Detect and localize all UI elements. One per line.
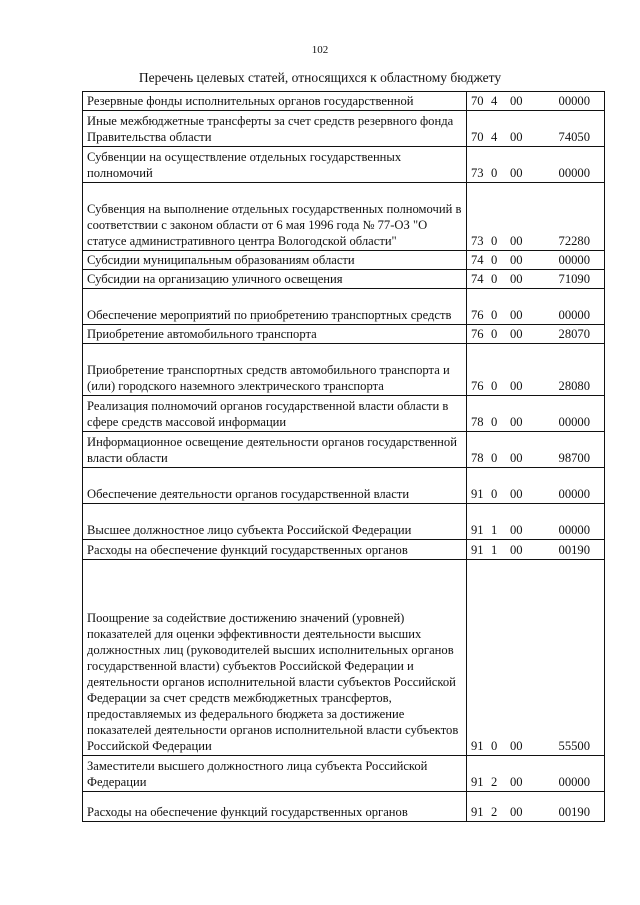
code-part-c4: 00000 xyxy=(558,308,590,322)
code-part-c2: 4 xyxy=(491,94,498,108)
table-row xyxy=(83,468,605,504)
table-row xyxy=(83,251,605,270)
article-code xyxy=(467,92,605,111)
page-number: 102 xyxy=(311,44,329,56)
code-part-c1: 91 xyxy=(471,543,484,557)
code-part-c2: 0 xyxy=(491,327,498,341)
article-code xyxy=(467,111,605,147)
table-row xyxy=(83,183,605,251)
code-part-c2: 0 xyxy=(491,451,498,465)
code-part-c3: 00 xyxy=(510,327,523,341)
code-part-c2: 0 xyxy=(491,253,498,267)
table-row xyxy=(83,270,605,289)
article-code xyxy=(467,270,605,289)
article-name: Информационное освещение деятельности органов государственной власти области xyxy=(83,432,467,468)
code-part-c4: 28070 xyxy=(558,327,590,341)
article-name: Иные межбюджетные трансферты за счет средств резервного фонда Правительства области xyxy=(83,111,467,147)
article-code xyxy=(467,251,605,270)
table-row xyxy=(83,756,605,792)
code-part-c3: 00 xyxy=(510,451,523,465)
table-row xyxy=(83,92,605,111)
table-row xyxy=(83,540,605,560)
article-code xyxy=(467,344,605,396)
article-name: Резервные фонды исполнительных органов государственной xyxy=(83,92,467,111)
code-part-c1: 91 xyxy=(471,523,484,537)
code-part-c2: 0 xyxy=(491,379,498,393)
code-part-c1: 70 xyxy=(471,94,484,108)
article-code xyxy=(467,147,605,183)
article-code xyxy=(467,560,605,756)
code-part-c4: 28080 xyxy=(558,379,590,393)
article-code xyxy=(467,183,605,251)
code-part-c1: 78 xyxy=(471,451,484,465)
code-part-c2: 0 xyxy=(491,739,498,753)
code-part-c1: 91 xyxy=(471,739,484,753)
article-code xyxy=(467,756,605,792)
table-row xyxy=(83,792,605,822)
article-code xyxy=(467,432,605,468)
table-row xyxy=(83,504,605,540)
code-part-c2: 4 xyxy=(491,130,498,144)
code-part-c3: 00 xyxy=(510,775,523,789)
code-part-c2: 0 xyxy=(491,234,498,248)
code-part-c1: 74 xyxy=(471,253,484,267)
code-part-c4: 00190 xyxy=(558,543,590,557)
code-part-c3: 00 xyxy=(510,543,523,557)
code-part-c1: 91 xyxy=(471,775,484,789)
article-code xyxy=(467,289,605,325)
code-part-c1: 78 xyxy=(471,415,484,429)
article-code xyxy=(467,792,605,822)
article-name: Обеспечение деятельности органов государственной власти xyxy=(83,468,467,504)
article-name: Субсидии муниципальным образованиям области xyxy=(83,251,467,270)
table-row xyxy=(83,560,605,756)
code-part-c4: 55500 xyxy=(558,739,590,753)
table-row xyxy=(83,289,605,325)
code-part-c3: 00 xyxy=(510,805,523,819)
code-part-c3: 00 xyxy=(510,487,523,501)
code-part-c2: 1 xyxy=(491,543,498,557)
code-part-c2: 0 xyxy=(491,272,498,286)
code-part-c4: 72280 xyxy=(558,234,590,248)
table-row xyxy=(83,325,605,344)
article-name: Реализация полномочий органов государственной власти области в сфере средств массовой информации xyxy=(83,396,467,432)
code-part-c1: 76 xyxy=(471,379,484,393)
article-name: Субсидии на организацию уличного освещения xyxy=(83,270,467,289)
article-code xyxy=(467,504,605,540)
code-part-c2: 2 xyxy=(491,805,498,819)
article-name: Высшее должностное лицо субъекта Российской Федерации xyxy=(83,504,467,540)
article-name: Приобретение транспортных средств автомобильного транспорта и (или) городского наземного электрического транспорта xyxy=(83,344,467,396)
article-name: Расходы на обеспечение функций государственных органов xyxy=(83,792,467,822)
code-part-c3: 00 xyxy=(510,272,523,286)
code-part-c4: 00190 xyxy=(558,805,590,819)
code-part-c3: 00 xyxy=(510,308,523,322)
code-part-c1: 91 xyxy=(471,487,484,501)
code-part-c3: 00 xyxy=(510,166,523,180)
code-part-c4: 00000 xyxy=(558,253,590,267)
article-code xyxy=(467,396,605,432)
table-row xyxy=(83,344,605,396)
article-code xyxy=(467,468,605,504)
article-name: Приобретение автомобильного транспорта xyxy=(83,325,467,344)
code-part-c3: 00 xyxy=(510,130,523,144)
code-part-c1: 74 xyxy=(471,272,484,286)
code-part-c4: 00000 xyxy=(558,775,590,789)
code-part-c2: 0 xyxy=(491,415,498,429)
code-part-c1: 76 xyxy=(471,308,484,322)
code-part-c4: 00000 xyxy=(558,94,590,108)
code-part-c3: 00 xyxy=(510,253,523,267)
article-name: Субвенция на выполнение отдельных государственных полномочий в соответствии с законом области от 6 мая 1996 года № 77-ОЗ "О статусе административного центра Вологодской области" xyxy=(83,183,467,251)
table-row xyxy=(83,432,605,468)
article-name: Субвенции на осуществление отдельных государственных полномочий xyxy=(83,147,467,183)
article-name: Заместители высшего должностного лица субъекта Российской Федерации xyxy=(83,756,467,792)
table-body xyxy=(83,92,605,822)
code-part-c2: 0 xyxy=(491,487,498,501)
code-part-c3: 00 xyxy=(510,415,523,429)
code-part-c2: 0 xyxy=(491,166,498,180)
code-part-c2: 1 xyxy=(491,523,498,537)
code-part-c2: 0 xyxy=(491,308,498,322)
code-part-c3: 00 xyxy=(510,523,523,537)
code-part-c2: 2 xyxy=(491,775,498,789)
table-row xyxy=(83,111,605,147)
code-part-c1: 76 xyxy=(471,327,484,341)
code-part-c4: 00000 xyxy=(558,415,590,429)
code-part-c1: 91 xyxy=(471,805,484,819)
table-row xyxy=(83,396,605,432)
article-name: Обеспечение мероприятий по приобретению транспортных средств xyxy=(83,289,467,325)
article-code xyxy=(467,540,605,560)
code-part-c4: 98700 xyxy=(558,451,590,465)
code-part-c4: 74050 xyxy=(558,130,590,144)
article-name: Поощрение за содействие достижению значений (уровней) показателей для оценки эффективности деятельности высших должностных лиц (руководителей высших исполнительных органов государственной власти) субъектов Российской Федерации и деятельности органов исполнительной власти субъектов Российской Федерации за счет средств межбюджетных трансфертов, предоставляемых из федерального бюджета за достижение показателей деятельности органов исполнительной власти субъектов Российской Федерации xyxy=(83,560,467,756)
code-part-c1: 73 xyxy=(471,166,484,180)
target-articles-table xyxy=(82,91,605,822)
article-name: Расходы на обеспечение функций государственных органов xyxy=(83,540,467,560)
code-part-c3: 00 xyxy=(510,94,523,108)
code-part-c3: 00 xyxy=(510,234,523,248)
code-part-c4: 00000 xyxy=(558,523,590,537)
code-part-c3: 00 xyxy=(510,379,523,393)
code-part-c4: 71090 xyxy=(558,272,590,286)
document-title: Перечень целевых статей, относящихся к областному бюджету xyxy=(138,70,502,85)
code-part-c4: 00000 xyxy=(558,487,590,501)
article-code xyxy=(467,325,605,344)
code-part-c1: 70 xyxy=(471,130,484,144)
table-row xyxy=(83,147,605,183)
code-part-c1: 73 xyxy=(471,234,484,248)
code-part-c3: 00 xyxy=(510,739,523,753)
code-part-c4: 00000 xyxy=(558,166,590,180)
